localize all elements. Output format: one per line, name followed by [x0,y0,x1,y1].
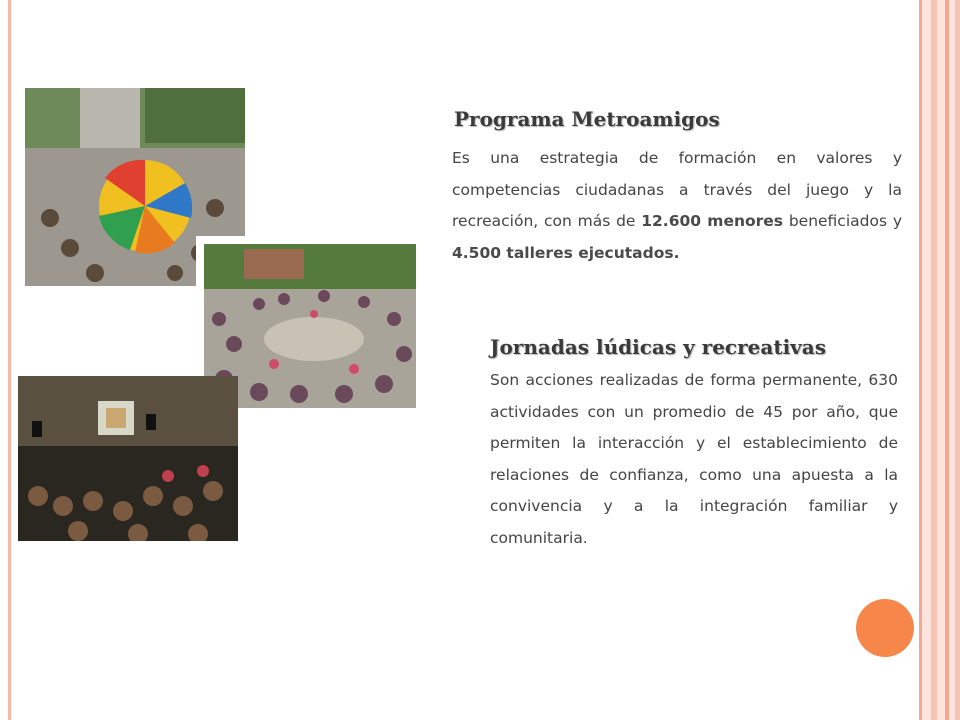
highlight-workshops: 4.500 talleres ejecutados. [452,243,680,262]
section-body-jornadas: Son acciones realizadas de forma permanente, 630 actividades con un promedio de 45 por año, que permiten la interacción y el establecimiento de relaciones de confianza, como una apuesta a la convivencia y a la integración familiar y comunitaria. [490,371,898,547]
section-title-jornadas: Jornadas lúdicas y recreativas [490,335,827,359]
highlight-minors: 12.600 menores [641,212,784,230]
decorative-orange-circle [856,599,914,657]
night-screening-photo [18,376,238,541]
section-body-metroamigos: Es una estrategia de formación en valores y competencias ciudadanas a través del juego y la recreación, con más de 12.600 menores beneficiados y 4.500 talleres ejecutados. [452,149,902,262]
left-border-rule [8,0,11,720]
section-title-metroamigos: Programa Metroamigos [454,107,720,131]
right-decorative-border [919,0,960,720]
